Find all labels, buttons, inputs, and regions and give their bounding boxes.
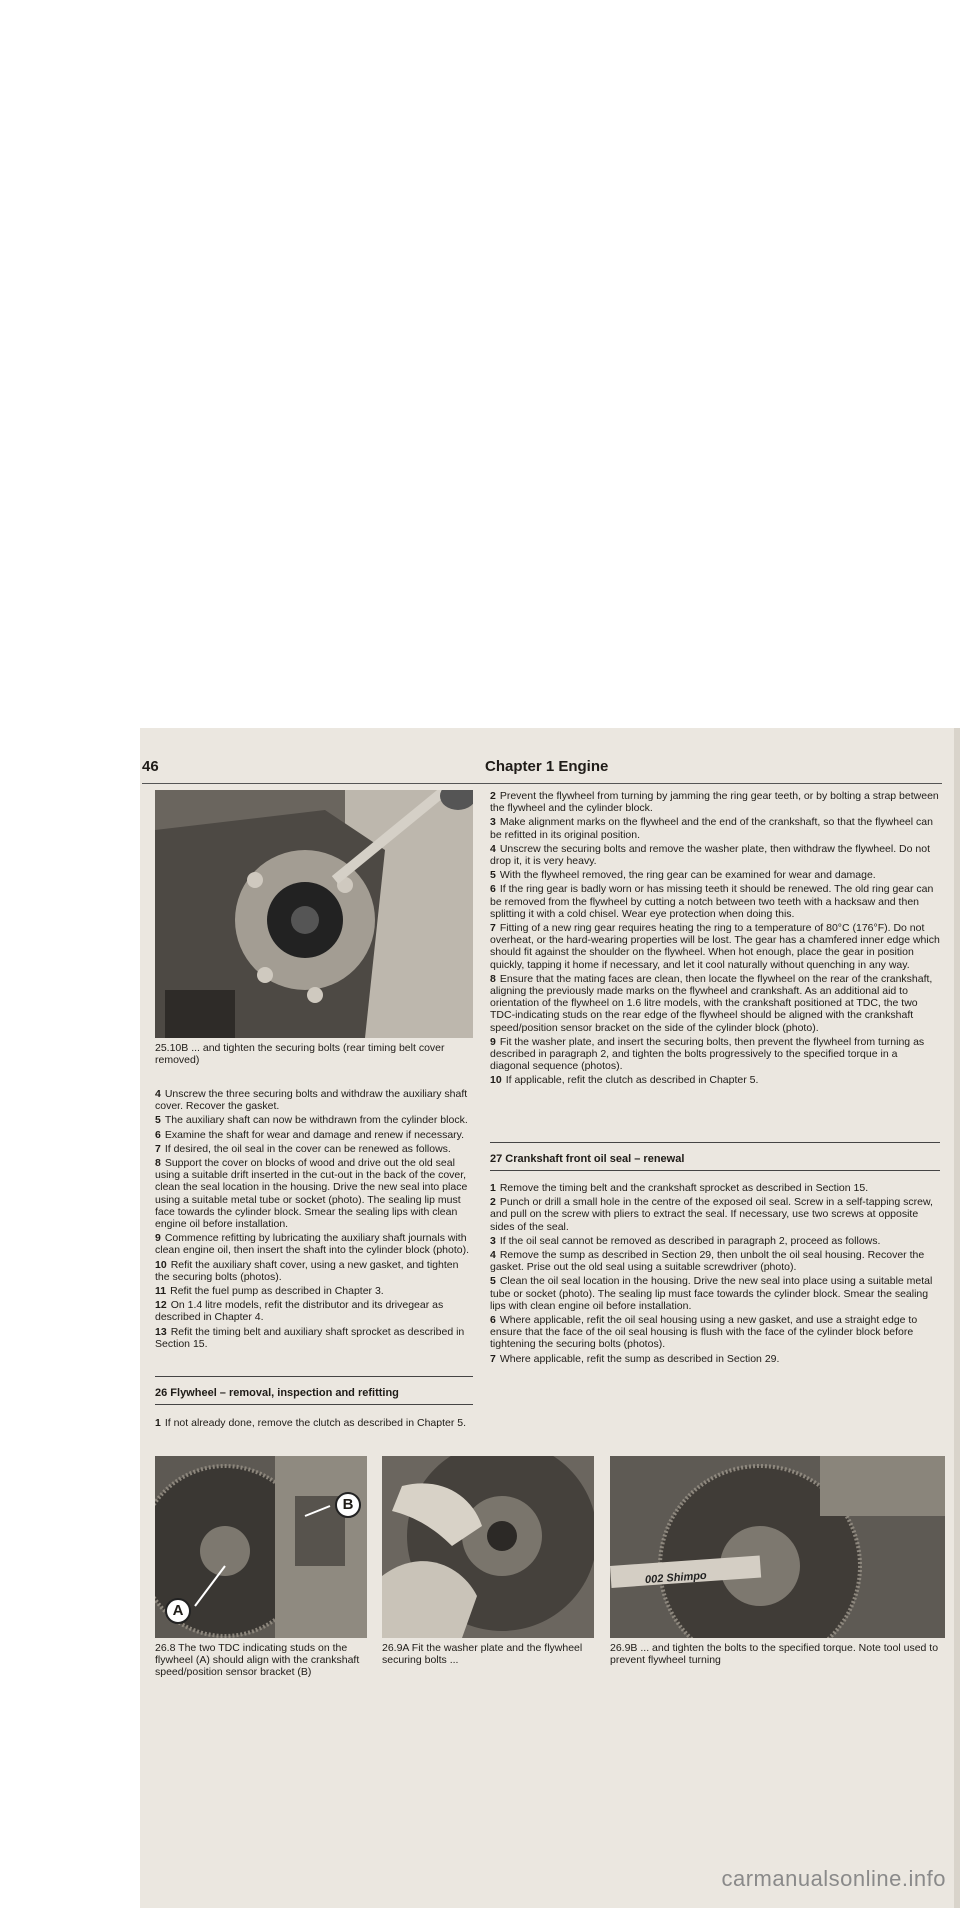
paragraph-number: 9 xyxy=(155,1232,161,1245)
photo-flywheel-torque xyxy=(610,1456,945,1638)
paragraph-text: If not already done, remove the clutch as described in Chapter 5. xyxy=(164,1417,467,1429)
section-27-rule-bottom xyxy=(490,1170,940,1171)
section-26-heading: 26 Flywheel – removal, inspection and refitting xyxy=(155,1387,399,1399)
paragraph-text: Refit the fuel pump as described in Chapter 3. xyxy=(170,1285,384,1298)
paragraph-number: 5 xyxy=(155,1114,161,1127)
section-26-rule-bottom xyxy=(155,1404,473,1405)
paragraph-text: The auxiliary shaft can now be withdrawn from the cylinder block. xyxy=(164,1114,468,1127)
paragraph xyxy=(155,1417,473,1429)
right-column-text xyxy=(490,790,940,1089)
section-27-text xyxy=(490,1182,940,1367)
section-27-rule-top xyxy=(490,1142,940,1143)
paragraph-number: 6 xyxy=(490,883,496,896)
paragraph-text: Refit the timing belt and auxiliary shaft sprocket as described in Section 15. xyxy=(155,1325,465,1350)
paragraph xyxy=(490,1235,940,1247)
paragraph xyxy=(490,1314,940,1351)
paragraph xyxy=(490,1249,940,1273)
paragraph-number: 1 xyxy=(155,1417,161,1429)
callout-b: B xyxy=(335,1492,361,1518)
chapter-title: Chapter 1 Engine xyxy=(485,758,609,775)
paragraph-text: Clean the oil seal location in the housing. Drive the new seal into place using a suitable metal tube or socket (photo). The sealing lip must face towards the cylinder block. Smear the sealing lips with clean engine oil before installation. xyxy=(490,1275,933,1312)
paragraph-number: 7 xyxy=(155,1142,161,1155)
paragraph xyxy=(490,1036,940,1073)
photo-caption-26-9b: 26.9B ... and tighten the bolts to the specified torque. Note tool used to prevent flywheel turning xyxy=(610,1642,939,1666)
paragraph xyxy=(490,883,940,920)
paragraph xyxy=(155,1259,473,1283)
photo-caption-25-10b: 25.10B ... and tighten the securing bolts (rear timing belt cover removed) xyxy=(155,1042,445,1066)
paragraph-text: If desired, the oil seal in the cover can be renewed as follows. xyxy=(164,1142,451,1155)
paragraph xyxy=(155,1114,473,1126)
paragraph-number: 8 xyxy=(490,972,496,985)
paragraph-text: On 1.4 litre models, refit the distributor and its drivegear as described in Chapter 4. xyxy=(155,1299,444,1324)
paragraph-text: Support the cover on blocks of wood and drive out the old seal using a suitable drift inserted in the cut-out in the back of the cover, clean the seal location in the housing. Drive the new seal into place using a suitable metal tube or socket (photo). The sealing lip must face towards the cylinder block. Smear the sealing lips with clean engine oil before installation. xyxy=(155,1157,468,1231)
paragraph-number: 4 xyxy=(490,842,496,855)
paragraph-text: Refit the auxiliary shaft cover, using a new gasket, and tighten the securing bolts (photos). xyxy=(155,1258,459,1283)
paragraph-text: If the ring gear is badly worn or has missing teeth it should be renewed. The old ring gear can be removed from the flywheel by cutting a notch between two teeth with a hacksaw and then splitting it with a cold chisel. Wear eye protection when doing this. xyxy=(490,883,934,920)
paragraph-text: Unscrew the securing bolts and remove the washer plate, then withdraw the flywheel. Do not drop it, it is very heavy. xyxy=(490,842,930,868)
paragraph xyxy=(155,1088,473,1112)
paragraph xyxy=(490,1196,940,1233)
paragraph xyxy=(490,1353,940,1365)
photo-washer-plate xyxy=(382,1456,594,1638)
paragraph-number: 11 xyxy=(155,1285,167,1298)
photo-auxiliary-shaft-cover xyxy=(155,790,473,1038)
paragraph xyxy=(155,1232,473,1256)
paragraph xyxy=(155,1143,473,1155)
paragraph-number: 13 xyxy=(155,1325,167,1338)
paragraph-number: 9 xyxy=(490,1035,496,1048)
paragraph-number: 5 xyxy=(490,869,496,882)
paragraph-number: 10 xyxy=(155,1258,167,1271)
photo-flywheel-torque-illustration xyxy=(610,1456,945,1638)
paragraph-number: 10 xyxy=(490,1074,502,1087)
tool-label: 002 Shimpo xyxy=(644,1569,708,1587)
paragraph-text: If applicable, refit the clutch as described in Chapter 5. xyxy=(505,1074,759,1087)
paragraph xyxy=(490,1182,940,1194)
paragraph-text: Where applicable, refit the oil seal housing using a new gasket, and use a straight edge to ensure that the face of the oil seal housing is flush with the face of the cylinder block before tightening the securing bolts (photos). xyxy=(490,1314,918,1351)
paragraph-text: Unscrew the three securing bolts and withdraw the auxiliary shaft cover. Recover the gasket. xyxy=(155,1088,468,1113)
paragraph-text: Prevent the flywheel from turning by jamming the ring gear teeth, or by bolting a strap between the flywheel and the cylinder block. xyxy=(490,790,939,815)
paragraph xyxy=(155,1326,473,1350)
paragraph-text: With the flywheel removed, the ring gear can be examined for wear and damage. xyxy=(499,869,876,882)
paragraph-number: 7 xyxy=(490,922,496,935)
paragraph xyxy=(155,1285,473,1297)
paragraph-number: 3 xyxy=(490,1234,496,1247)
photo-flywheel-tdc-studs xyxy=(155,1456,367,1638)
paragraph xyxy=(490,922,940,971)
photo-washer-plate-illustration xyxy=(382,1456,594,1638)
photo-auxiliary-shaft-cover-illustration xyxy=(155,790,473,1038)
paragraph-text: Ensure that the mating faces are clean, then locate the flywheel on the rear of the crankshaft, aligning the previously made marks on the flywheel and crankshaft. As an additional aid to orientation of the flywheel on 1.6 litre models, with the crankshaft positioned at TDC, the two TDC-indicating studs on the rear edge of the flywheel should be aligned with the crankshaft speed/position sensor bracket on the side of the cylinder block (photo). xyxy=(490,972,933,1034)
paragraph xyxy=(490,1074,940,1086)
paragraph-number: 4 xyxy=(155,1088,161,1100)
paragraph xyxy=(490,843,940,867)
paragraph-text: Where applicable, refit the sump as described in Section 29. xyxy=(499,1352,780,1365)
paragraph-text: If the oil seal cannot be removed as described in paragraph 2, proceed as follows. xyxy=(499,1234,881,1247)
paragraph-number: 7 xyxy=(490,1352,496,1365)
paragraph xyxy=(155,1299,473,1323)
manual-page xyxy=(140,728,960,1908)
photo-caption-26-9a: 26.9A Fit the washer plate and the flywheel securing bolts ... xyxy=(382,1642,583,1666)
paragraph-text: Fitting of a new ring gear requires heating the ring to a temperature of 80°C (176°F). Do not overheat, or the hard-wearing properties will be lost. The gear has a chamfered inner edge which should fit against the shoulder on the flywheel. When hot enough, place the gear in position quickly, tapping it home if necessary, and let it cool naturally without quenching in any way. xyxy=(490,922,940,971)
paragraph-number: 6 xyxy=(155,1128,161,1141)
paragraph-number: 4 xyxy=(490,1249,496,1262)
paragraph-text: Examine the shaft for wear and damage and renew if necessary. xyxy=(164,1128,465,1141)
paragraph xyxy=(155,1129,473,1141)
paragraph-text: Fit the washer plate, and insert the securing bolts, then prevent the flywheel from turning as described in paragraph 2, and tighten the bolts progressively to the specified torque in a diagonal sequence (photos). xyxy=(490,1035,925,1073)
header-rule xyxy=(142,783,942,784)
paragraph xyxy=(490,973,940,1034)
paragraph-number: 12 xyxy=(155,1299,167,1312)
paragraph xyxy=(490,816,940,840)
callout-a: A xyxy=(165,1598,191,1624)
paragraph-text: Remove the sump as described in Section 29, then unbolt the oil seal housing. Recover the gasket. Prise out the old seal using a suitable screwdriver (photo). xyxy=(490,1249,925,1274)
photo-caption-26-8: 26.8 The two TDC indicating studs on the flywheel (A) should align with the crankshaft speed/position sensor bracket (B) xyxy=(155,1642,360,1678)
paragraph-text: Remove the timing belt and the crankshaft sprocket as described in Section 15. xyxy=(499,1182,869,1194)
paragraph-number: 1 xyxy=(490,1182,496,1194)
paragraph xyxy=(490,790,940,814)
paragraph-text: Punch or drill a small hole in the centre of the exposed oil seal. Screw in a self-tapping screw, and pull on the screw with pliers to extract the seal. If necessary, use two screws at opposite sides of the seal. xyxy=(490,1196,933,1233)
paragraph-number: 2 xyxy=(490,1196,496,1209)
paragraph xyxy=(490,1275,940,1312)
section-27-heading: 27 Crankshaft front oil seal – renewal xyxy=(490,1153,685,1165)
left-column-text xyxy=(155,1088,473,1352)
paragraph-text: Make alignment marks on the flywheel and the end of the crankshaft, so that the flywheel can be refitted in its original position. xyxy=(490,816,933,841)
paragraph-number: 5 xyxy=(490,1275,496,1288)
paragraph-number: 3 xyxy=(490,816,496,829)
paragraph-number: 2 xyxy=(490,790,496,802)
paragraph-number: 8 xyxy=(155,1157,161,1170)
paragraph xyxy=(490,869,940,881)
paragraph xyxy=(155,1157,473,1230)
paragraph-text: Commence refitting by lubricating the auxiliary shaft journals with clean engine oil, then insert the shaft into the cylinder block (photo). xyxy=(155,1232,470,1257)
watermark: carmanualsonline.info xyxy=(721,1866,946,1891)
section-26-intro xyxy=(155,1417,473,1431)
section-26-rule-top xyxy=(155,1376,473,1377)
paragraph-number: 6 xyxy=(490,1314,496,1327)
page-number: 46 xyxy=(142,758,159,775)
